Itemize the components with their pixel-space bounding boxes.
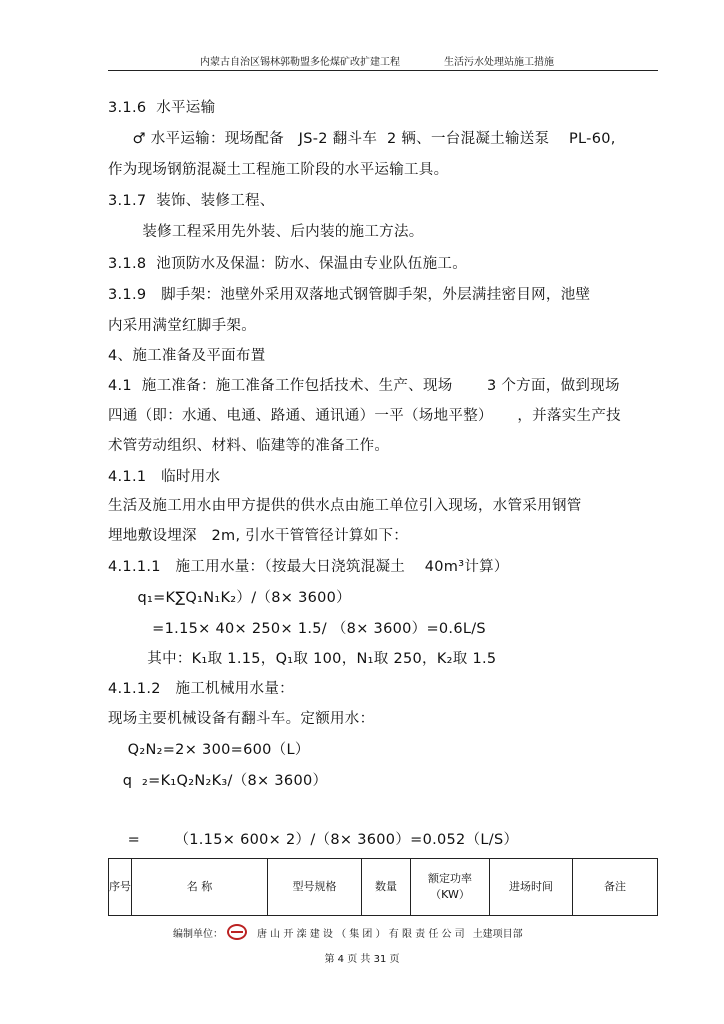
body-line: 四通（即：水通、电通、路通、通讯通）一平（场地平整） ，并落实生产技	[108, 408, 621, 424]
heading-3-1-8: 3.1.8 池顶防水及保温：防水、保温由专业队伍施工。	[108, 256, 468, 272]
heading-3-1-9: 3.1.9 脚手架：池壁外采用双落地式钢管脚手架，外层满挂密目网，池壁	[108, 287, 591, 303]
heading-4-1-1-1: 4.1.1.1 施工用水量：（按最大日浇筑混凝土 40m³计算）	[108, 559, 509, 575]
footer-company: 唐 山 开 滦 建 设 （ 集 团 ） 有 限 责 任 公 司	[257, 928, 465, 940]
heading-3-1-7: 3.1.7 装饰、装修工程、	[108, 193, 275, 209]
heading-4: 4、施工准备及平面布置	[108, 348, 266, 364]
header-section: 生活污水处理站施工措施	[444, 57, 554, 68]
heading-3-1-6: 3.1.6 水平运输	[108, 100, 216, 116]
body-line: 作为现场钢筋混凝土工程施工阶段的水平运输工具。	[108, 162, 449, 178]
col-power: 额定功率（KW）	[411, 859, 490, 916]
body-line: 埋地敷设埋深 2m, 引水干管管径计算如下：	[108, 528, 409, 544]
header-rule	[108, 70, 658, 71]
formula-q2-result: = （1.15× 600× 2）/（8× 3600）=0.052（L/S）	[108, 832, 519, 848]
formula-q2: q ₂=K₁Q₂N₂K₃/（8× 3600）	[108, 773, 328, 789]
col-name: 名 称	[132, 859, 268, 916]
header-project: 内蒙古自治区锡林郭勒盟多伦煤矿改扩建工程	[200, 57, 400, 68]
formula-q1-result: =1.15× 40× 250× 1.5/ （8× 3600）=0.6L/S	[108, 621, 486, 637]
col-entry-time: 进场时间	[490, 859, 573, 916]
col-index: 序号	[109, 859, 132, 916]
formula-q1: q₁=K∑Q₁N₁K₂）/（8× 3600）	[108, 590, 351, 606]
table-header-row	[109, 859, 658, 916]
col-model: 型号规格	[268, 859, 362, 916]
formula-q2n2: Q₂N₂=2× 300=600（L）	[108, 742, 310, 758]
heading-4-1: 4.1 施工准备：施工准备工作包括技术、生产、现场 3 个方面，做到现场	[108, 378, 620, 394]
heading-4-1-1-2: 4.1.1.2 施工机械用水量：	[108, 681, 294, 697]
body-line: 术管劳动组织、材料、临建等的准备工作。	[108, 438, 390, 454]
body-line: ♂ 水平运输：现场配备 JS-2 翻斗车 2 辆、一台混凝土输送泵 PL-60,	[108, 131, 616, 147]
col-quantity: 数量	[362, 859, 411, 916]
page-number: 第 4 页 共 31 页	[324, 954, 400, 965]
formula-note: 其中：K₁取 1.15，Q₁取 100，N₁取 250，K₂取 1.5	[108, 651, 497, 667]
footer-prefix: 编制单位：	[173, 928, 223, 940]
body-line: 装修工程采用先外装、后内装的施工方法。	[108, 224, 424, 240]
col-remark: 备注	[573, 859, 658, 916]
body-line: 生活及施工用水由甲方提供的供水点由施工单位引入现场，水管采用钢管	[108, 498, 582, 514]
body-line: 内采用满堂红脚手架。	[108, 318, 256, 334]
footer-dept: 土建项目部	[472, 928, 523, 940]
equipment-table	[108, 858, 658, 916]
body-line: 现场主要机械设备有翻斗车。定额用水：	[108, 711, 375, 727]
footer	[173, 924, 523, 940]
heading-4-1-1: 4.1.1 临时用水	[108, 469, 221, 485]
company-logo-icon	[227, 924, 247, 940]
